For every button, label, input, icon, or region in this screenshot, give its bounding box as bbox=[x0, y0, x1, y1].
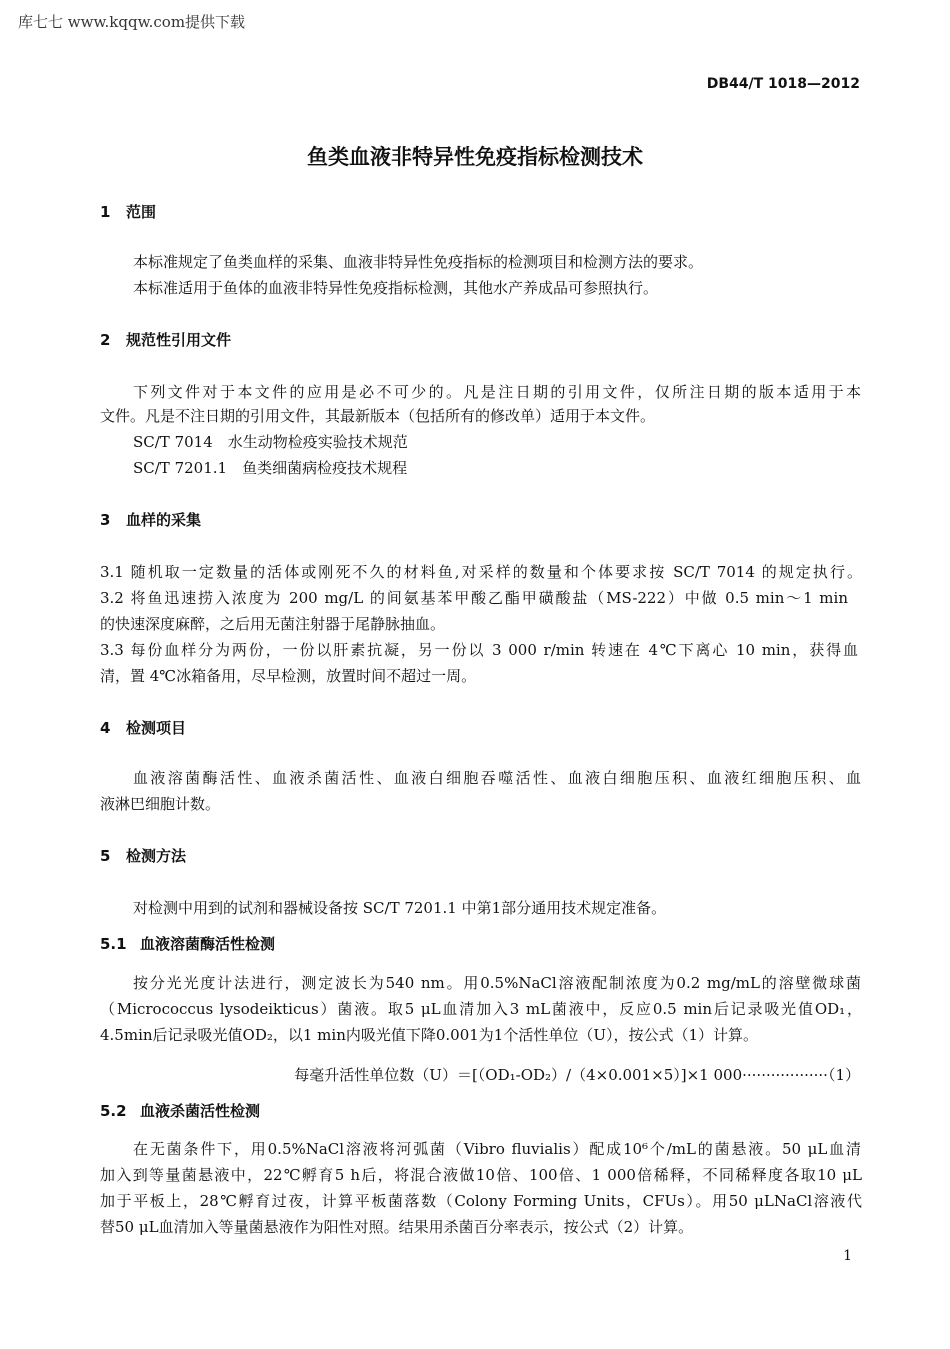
paragraph-line: 下列文件对于本文件的应用是必不可少的。凡是注日期的引用文件，仅所注日期的版本适用于本 bbox=[133, 383, 861, 401]
paragraph-line: 在无菌条件下，用0.5%NaCl溶液将河弧菌（Vibro fluvialis）配成10⁶个/mL的菌悬液。50 μL血清 bbox=[133, 1140, 861, 1158]
section-title: 检测项目 bbox=[126, 719, 187, 737]
section-heading-3 bbox=[100, 510, 201, 530]
formula-1: 每毫升活性单位数（U）＝[（OD₁-OD₂）/（4×0.001×5）]×1 000··················（1） bbox=[294, 1066, 860, 1084]
section-heading-1 bbox=[100, 202, 156, 222]
section-number: 5 bbox=[100, 847, 111, 865]
paragraph-line: 替50 μL血清加入等量菌悬液作为阳性对照。结果用杀菌百分率表示，按公式（2）计算。 bbox=[100, 1218, 694, 1236]
standard-code: DB44/T 1018—2012 bbox=[706, 76, 860, 92]
section-title: 检测方法 bbox=[126, 847, 187, 865]
page-number: 1 bbox=[843, 1248, 852, 1264]
section-number: 1 bbox=[100, 203, 111, 221]
section-heading-4 bbox=[100, 718, 186, 738]
section-number: 5.2 bbox=[100, 1102, 127, 1120]
paragraph-line: 本标准适用于鱼体的血液非特异性免疫指标检测，其他水产养成品可参照执行。 bbox=[133, 279, 659, 297]
paragraph-line: 加于平板上，28℃孵育过夜，计算平板菌落数（Colony Forming Units，CFUs）。用50 μLNaCl溶液代 bbox=[100, 1192, 862, 1210]
section-number: 3 bbox=[100, 511, 111, 529]
paragraph-line: 的快速深度麻醉，之后用无菌注射器于尾静脉抽血。 bbox=[100, 615, 446, 633]
paragraph-line: 清，置 4℃冰箱备用，尽早检测，放置时间不超过一周。 bbox=[100, 667, 477, 685]
paragraph-line: 3.3 每份血样分为两份，一份以肝素抗凝，另一份以 3 000 r/min 转速在 4℃下离心 10 min，获得血 bbox=[100, 641, 858, 659]
paragraph-line: 血液溶菌酶活性、血液杀菌活性、血液白细胞吞噬活性、血液白细胞压积、血液红细胞压积、血 bbox=[133, 769, 861, 787]
section-title: 范围 bbox=[126, 203, 157, 221]
reference-item: SC/T 7201.1 鱼类细菌病检疫技术规程 bbox=[133, 459, 408, 477]
watermark: 库七七 www.kqqw.com提供下载 bbox=[18, 13, 246, 31]
section-title: 血液杀菌活性检测 bbox=[140, 1102, 261, 1120]
paragraph-line: 按分光光度计法进行，测定波长为540 nm。用0.5%NaCl溶液配制浓度为0.2 mg/mL的溶壁微球菌 bbox=[133, 974, 861, 992]
section-title: 血样的采集 bbox=[126, 511, 202, 529]
section-number: 2 bbox=[100, 331, 111, 349]
section-number: 5.1 bbox=[100, 935, 127, 953]
section-heading-5 bbox=[100, 846, 186, 866]
subsection-heading-5-2 bbox=[100, 1101, 260, 1121]
reference-item: SC/T 7014 水生动物检疫实验技术规范 bbox=[133, 433, 408, 451]
paragraph-line: 本标准规定了鱼类血样的采集、血液非特异性免疫指标的检测项目和检测方法的要求。 bbox=[133, 253, 704, 271]
paragraph-line: 对检测中用到的试剂和器械设备按 SC/T 7201.1 中第1部分通用技术规定准备。 bbox=[133, 899, 667, 917]
paragraph-line: 3.1 随机取一定数量的活体或刚死不久的材料鱼,对采样的数量和个体要求按 SC/T 7014 的规定执行。 bbox=[100, 563, 862, 581]
subsection-heading-5-1 bbox=[100, 934, 275, 954]
document-title: 鱼类血液非特异性免疫指标检测技术 bbox=[307, 145, 643, 169]
paragraph-line: 4.5min后记录吸光值OD₂，以1 min内吸光值下降0.001为1个活性单位（U），按公式（1）计算。 bbox=[100, 1026, 759, 1044]
paragraph-line: 液淋巴细胞计数。 bbox=[100, 795, 221, 813]
section-number: 4 bbox=[100, 719, 111, 737]
section-title: 规范性引用文件 bbox=[126, 331, 232, 349]
paragraph-line: 加入到等量菌悬液中，22℃孵育5 h后，将混合液做10倍、100倍、1 000倍稀释，不同稀释度各取10 μL bbox=[100, 1166, 862, 1184]
section-title: 血液溶菌酶活性检测 bbox=[140, 935, 276, 953]
section-heading-2 bbox=[100, 330, 231, 350]
paragraph-line: （Micrococcus lysodeikticus）菌液。取5 μL血清加入3 mL菌液中，反应0.5 min后记录吸光值OD₁， bbox=[100, 1000, 862, 1018]
paragraph-line: 文件。凡是不注日期的引用文件，其最新版本（包括所有的修改单）适用于本文件。 bbox=[100, 407, 656, 425]
paragraph-line: 3.2 将鱼迅速捞入浓度为 200 mg/L 的间氨基苯甲酸乙酯甲磺酸盐（MS-222）中做 0.5 min～1 min bbox=[100, 589, 848, 607]
